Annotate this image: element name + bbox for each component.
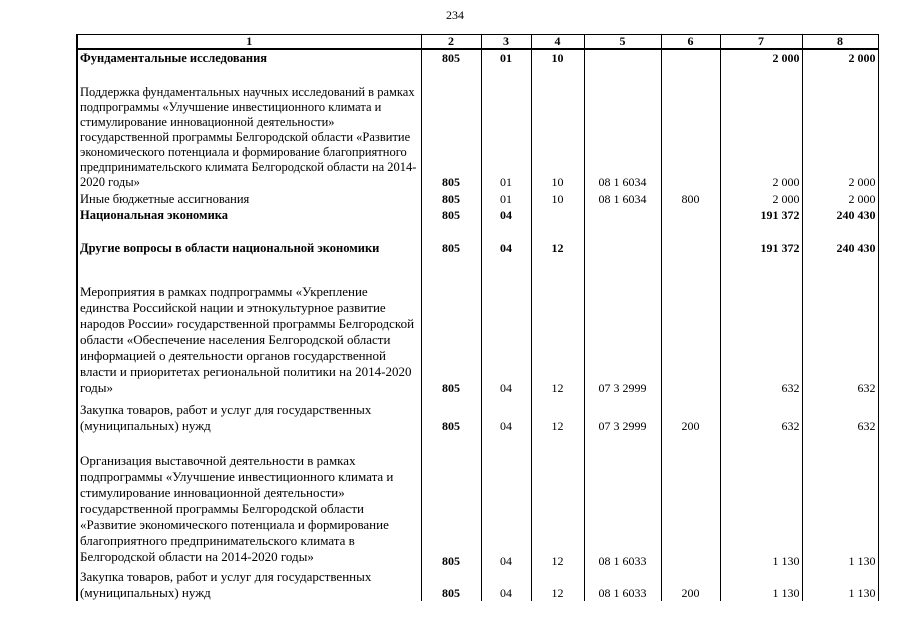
- cell-target-code: 07 3 2999: [584, 258, 661, 396]
- cell-section-code: 01: [481, 66, 531, 190]
- cell-subsection-code: 12: [531, 258, 584, 396]
- table-row: [77, 207, 878, 223]
- table-row: [77, 66, 878, 190]
- cell-subsection-code: 10: [531, 66, 584, 190]
- cell-amount-year-2: 632: [802, 396, 878, 434]
- column-header: 7: [720, 35, 802, 50]
- column-header: 3: [481, 35, 531, 50]
- cell-target-code: 08 1 6033: [584, 434, 661, 569]
- cell-section-code: 04: [481, 258, 531, 396]
- row-description: Закупка товаров, работ и услуг для государственных (муниципальных) нужд: [77, 569, 421, 601]
- cell-amount-year-1: 191 372: [720, 207, 802, 223]
- cell-ministry-code: 805: [421, 258, 481, 396]
- cell-target-code: [584, 49, 661, 66]
- cell-ministry-code: 805: [421, 49, 481, 66]
- table-row: [77, 396, 878, 434]
- cell-expense-type: [661, 49, 720, 66]
- cell-section-code: 04: [481, 223, 531, 258]
- cell-section-code: 04: [481, 207, 531, 223]
- cell-ministry-code: 805: [421, 396, 481, 434]
- cell-expense-type: 800: [661, 190, 720, 207]
- cell-subsection-code: 12: [531, 569, 584, 601]
- column-header: 8: [802, 35, 878, 50]
- header-row: [77, 35, 878, 50]
- cell-amount-year-2: 240 430: [802, 207, 878, 223]
- cell-target-code: 07 3 2999: [584, 396, 661, 434]
- table-row: [77, 434, 878, 569]
- cell-target-code: 08 1 6034: [584, 66, 661, 190]
- row-description: Другие вопросы в области национальной экономики: [77, 223, 421, 258]
- cell-ministry-code: 805: [421, 207, 481, 223]
- cell-amount-year-2: 2 000: [802, 190, 878, 207]
- cell-subsection-code: 10: [531, 49, 584, 66]
- row-description: Поддержка фундаментальных научных исследований в рамках подпрограммы «Улучшение инвестиционного климата и стимулирование инновационной деятельности» государственной программы Белгородской области «Развитие экономического потенциала и формирование благоприятного предпринимательского климата Белгородской области на 2014-2020 годы»: [77, 66, 421, 190]
- cell-amount-year-1: 1 130: [720, 434, 802, 569]
- cell-section-code: 04: [481, 396, 531, 434]
- cell-amount-year-2: 2 000: [802, 66, 878, 190]
- cell-section-code: 01: [481, 190, 531, 207]
- cell-amount-year-1: 2 000: [720, 190, 802, 207]
- cell-amount-year-1: 2 000: [720, 66, 802, 190]
- table-row: [77, 258, 878, 396]
- budget-table: [76, 34, 879, 601]
- row-description: Иные бюджетные ассигнования: [77, 190, 421, 207]
- cell-amount-year-2: 1 130: [802, 434, 878, 569]
- cell-expense-type: 200: [661, 396, 720, 434]
- cell-subsection-code: [531, 207, 584, 223]
- cell-subsection-code: 12: [531, 396, 584, 434]
- cell-expense-type: 200: [661, 569, 720, 601]
- cell-subsection-code: 12: [531, 223, 584, 258]
- cell-expense-type: [661, 223, 720, 258]
- cell-amount-year-2: 2 000: [802, 49, 878, 66]
- cell-amount-year-2: 1 130: [802, 569, 878, 601]
- column-header: 2: [421, 35, 481, 50]
- cell-subsection-code: 12: [531, 434, 584, 569]
- cell-amount-year-1: 632: [720, 258, 802, 396]
- table-row: [77, 223, 878, 258]
- table-row: [77, 569, 878, 601]
- column-header: 5: [584, 35, 661, 50]
- cell-amount-year-2: 240 430: [802, 223, 878, 258]
- table-row: [77, 190, 878, 207]
- row-description: Фундаментальные исследования: [77, 49, 421, 66]
- row-description: Мероприятия в рамках подпрограммы «Укрепление единства Российской нации и этнокультурное развитие народов России» государственной программы Белгородской области «Обеспечение населения Белгородской области информацией о деятельности органов государственной власти и приоритетах региональной политики на 2014-2020 годы»: [77, 258, 421, 396]
- cell-section-code: 04: [481, 434, 531, 569]
- cell-amount-year-1: 1 130: [720, 569, 802, 601]
- cell-expense-type: [661, 258, 720, 396]
- cell-target-code: 08 1 6033: [584, 569, 661, 601]
- cell-expense-type: [661, 66, 720, 190]
- cell-amount-year-1: 632: [720, 396, 802, 434]
- cell-subsection-code: 10: [531, 190, 584, 207]
- cell-target-code: [584, 223, 661, 258]
- row-description: Национальная экономика: [77, 207, 421, 223]
- column-header: 1: [77, 35, 421, 50]
- cell-target-code: 08 1 6034: [584, 190, 661, 207]
- cell-ministry-code: 805: [421, 190, 481, 207]
- cell-target-code: [584, 207, 661, 223]
- cell-expense-type: [661, 434, 720, 569]
- cell-section-code: 04: [481, 569, 531, 601]
- cell-ministry-code: 805: [421, 434, 481, 569]
- cell-expense-type: [661, 207, 720, 223]
- cell-amount-year-1: 2 000: [720, 49, 802, 66]
- cell-section-code: 01: [481, 49, 531, 66]
- cell-ministry-code: 805: [421, 569, 481, 601]
- cell-amount-year-2: 632: [802, 258, 878, 396]
- row-description: Организация выставочной деятельности в рамках подпрограммы «Улучшение инвестиционного климата и стимулирование инновационной деятельности» государственной программы Белгородской области «Развитие экономического потенциала и формирование благоприятного предпринимательского климата в Белгородской области на 2014-2020 годы»: [77, 434, 421, 569]
- cell-ministry-code: 805: [421, 223, 481, 258]
- cell-ministry-code: 805: [421, 66, 481, 190]
- page-number: 234: [446, 8, 464, 22]
- table-row: [77, 49, 878, 66]
- column-header: 6: [661, 35, 720, 50]
- cell-amount-year-1: 191 372: [720, 223, 802, 258]
- column-header: 4: [531, 35, 584, 50]
- row-description: Закупка товаров, работ и услуг для государственных (муниципальных) нужд: [77, 396, 421, 434]
